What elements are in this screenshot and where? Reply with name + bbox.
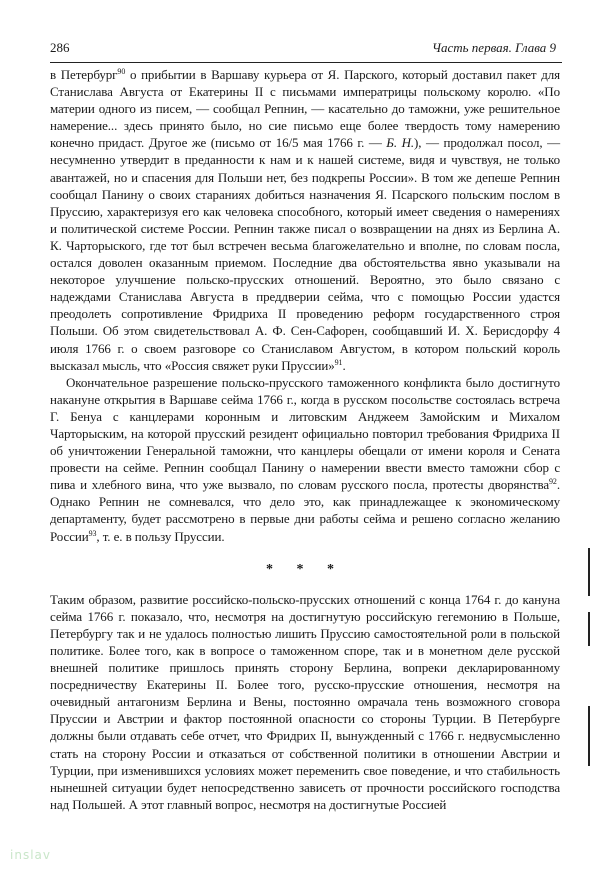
header-rule bbox=[50, 62, 562, 63]
running-title: Часть первая. Глава 9 bbox=[432, 40, 556, 55]
paragraph: в Петербург$^{90}$ о прибытии в Варшаву курьера от Я. Парского, который доставил пакет для Станислава Августа от Екатерины II с письмами императрицы польскому королю. «По материи одного из писем, — сообщал Репнин, — касательно до таможни, уже решительное намерение... здесь принято было, но сие письмо еще более твердость тому намерению конечно придаст. Другое же (письмо от 16/5 мая 1766 г. — Б. Н.), — продолжал посол, — несумненно утвердит в преданности к нам и к нашей системе, видя и чувствуя, не только авантажей, но и спасения для Польши нет, без подкрепы России». В том же депеше Репнин сообщал Панину о своих стараниях добиться назначения Я. Псарского польским послом в Пруссию, характеризуя его как человека способного, который имеет сведения о намерениях и политической системе России. Репнин также писал о возвращении на днях из Берлина А. К. Чарторыского, где тот был встречен весьма благожелательно и вполне, по словам посла, остался доволен оказанным приемом. Последние два обстоятельства явно указывали на некоторое улучшение польско-прусских отношений. Вероятно, это было связано с надеждами Станислава Августа в преддверии сейма, что с помощью России удастся преодолеть сопротивление Фридриха II проведению реформ государственного строя Польши. Об этом свидетельствовал А. Ф. Сен-Сафорен, сообщавший И. Х. Берисдорфу 4 июля 1766 г. о своем разговоре со Станиславом Августом, в котором польский король высказал мысль, что «Россия свяжет руки Пруссии»$^{91}$. bbox=[50, 67, 560, 373]
footnote-ref: 92 bbox=[549, 477, 557, 487]
margin-mark bbox=[588, 548, 590, 596]
footnote-ref: 91 bbox=[334, 357, 343, 367]
page-number: 286 bbox=[50, 40, 70, 55]
margin-mark bbox=[588, 612, 590, 646]
section-separator: * * * bbox=[266, 561, 344, 577]
italic-initials: Б. Н. bbox=[386, 135, 415, 151]
watermark: inslav bbox=[10, 848, 51, 862]
margin-mark bbox=[588, 706, 590, 766]
paragraph: Таким образом, развитие российско-польско-прусских отношений с конца 1764 г. до кануна сейма 1766 г. показало, что, несмотря на достигнутую российскую гегемонию в Польше, Петербургу так и не удалось полностью лишить Пруссию самостоятельной роли в польской политике. Более того, как в вопросе о таможенном споре, так и в монетном деле русской внешней политике пришлось принять сторону Берлина, вопреки декларированному посредничеству Екатерины II. Более того, русско-прусские отношения, несмотря на очевидный антагонизм Берлина и Вены, постоянно омрачала тень возможного сговора Пруссии и Австрии и фактор постоянной опасности со стороны Турции. В Петербурге должны были отдавать себе отчет, что Фридрих II, вынужденный с 1766 г. недвусмысленно стать на сторону России и отказаться от собственной политики в отношении Австрии и Турции, при изменившихся условиях может переменить свое поведение, и что стабильность нынешней ситуации будет непосредственно зависеть от прочности российского господства над Польшей. А этот главный вопрос, несмотря на достигнутые Россией bbox=[50, 591, 560, 812]
body-text bbox=[50, 66, 560, 813]
paragraph: Окончательное разрешение польско-прусского таможенного конфликта было достигнуто накануне открытия в Варшаве сейма 1766 г., когда в русском посольстве состоялась встреча Г. Бенуа с канцлерами коронным и литовским Анджеем Замойским и Михалом Чарторыским, на которой прусский резидент официально повторил требования Фридриха II об уничтожении Генеральной таможни, что канцлеры обещали от имени короля и Сената провести на сейме. Репнин сообщал Панину о намерении ввести вместо таможни сбор с пива и хлебного вина, что уже вызвало, по словам русского посла, протесты дворянства$^{92}$. Однако Репнин не сомневался, что дело это, как принадлежащее к экономическому департаменту, будет рассмотрено в первые дни работы сейма и решено согласно желанию России$^{93}$, т. е. в пользу Пруссии. bbox=[50, 374, 560, 544]
footnote-ref: 90 bbox=[117, 67, 126, 76]
footnote-ref: 93 bbox=[88, 528, 97, 538]
